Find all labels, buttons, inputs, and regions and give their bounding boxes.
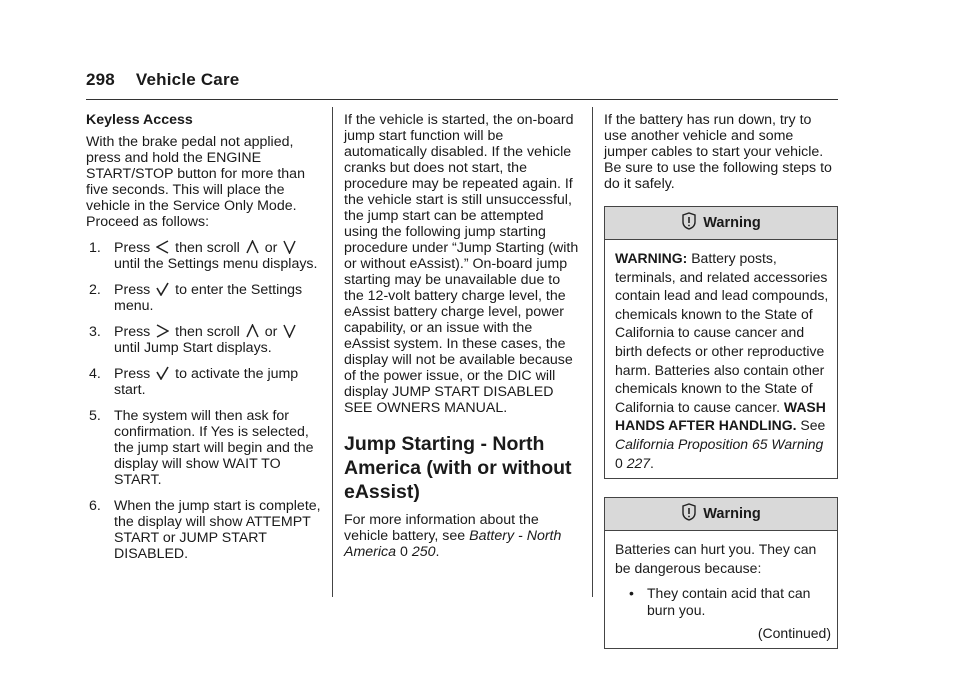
right-arrow-icon bbox=[156, 324, 169, 338]
step-text: Press bbox=[114, 240, 151, 256]
keyless-heading: Keyless Access bbox=[86, 112, 193, 128]
bullet-text: They contain acid that can burn you. bbox=[647, 585, 811, 619]
reference-link[interactable]: California Proposition 65 Warning bbox=[615, 435, 824, 452]
page-ref-arrow: 0 bbox=[615, 454, 623, 471]
section-title: Vehicle Care bbox=[135, 70, 240, 89]
down-arrow-icon bbox=[283, 324, 296, 338]
warning-label: WARNING: bbox=[615, 250, 688, 266]
column-divider bbox=[592, 107, 593, 597]
step-text: Press bbox=[114, 366, 151, 382]
step-number: 6. bbox=[89, 498, 101, 514]
check-icon bbox=[156, 282, 169, 296]
page-header bbox=[86, 70, 239, 90]
column-1 bbox=[86, 112, 324, 572]
step-item bbox=[86, 498, 324, 562]
warning-body bbox=[605, 240, 837, 478]
check-icon bbox=[156, 366, 169, 380]
step-number: 2. bbox=[89, 282, 101, 298]
step-text: or bbox=[264, 240, 278, 256]
step-number: 5. bbox=[89, 408, 101, 424]
warning-text: Batteries can hurt you. They can be dangerous because: bbox=[615, 541, 817, 576]
warning-header bbox=[605, 207, 837, 240]
up-arrow-icon bbox=[246, 240, 259, 254]
warning-text: Battery posts, terminals, and related accessories contain lead and lead compounds, chemicals known to the State of California to cause cancer and birth defects or other reproductive harm. Batteries also contain other chemicals known to the State of California to cause cancer. bbox=[615, 250, 829, 415]
warning-box bbox=[604, 497, 838, 649]
warning-title: Warning bbox=[703, 215, 761, 231]
step-list bbox=[86, 240, 324, 562]
see-text: See bbox=[800, 417, 826, 434]
warning-body bbox=[605, 531, 837, 648]
page-ref-arrow: 0 bbox=[400, 544, 408, 560]
step-text: The system will then ask for confirmation. If Yes is selected, the jump start will begin and the display will show WAIT TO START. bbox=[114, 408, 314, 488]
step-item bbox=[86, 366, 324, 398]
step-item bbox=[86, 282, 324, 314]
step-text: to enter the Settings menu. bbox=[114, 282, 303, 314]
step-text: then scroll bbox=[175, 324, 240, 340]
bullet-mark: • bbox=[629, 585, 634, 602]
header-rule bbox=[86, 99, 838, 100]
column-2 bbox=[344, 112, 580, 560]
warning-header bbox=[605, 498, 837, 531]
column-3 bbox=[604, 112, 838, 649]
reference-period: . bbox=[650, 454, 654, 471]
section-heading: Jump Starting - North America (with or without eAssist) bbox=[344, 433, 572, 503]
keyless-intro: With the brake pedal not applied, press and hold the ENGINE START/STOP button for more than five seconds. This will place the vehicle in the Service Only Mode. Proceed as follows: bbox=[86, 134, 305, 230]
step-number: 3. bbox=[89, 324, 101, 340]
page-number: 298 bbox=[86, 70, 115, 89]
battery-reference bbox=[344, 512, 580, 560]
continued-label: (Continued) bbox=[757, 625, 831, 642]
warning-emphasis: WASH HANDS AFTER HANDLING. bbox=[615, 398, 826, 434]
reference-link[interactable]: Battery - North America bbox=[344, 528, 562, 560]
reference-period: . bbox=[435, 544, 440, 560]
step-text: then scroll bbox=[175, 240, 240, 256]
step-number: 1. bbox=[89, 240, 101, 256]
jump-intro: If the battery has run down, try to use another vehicle and some jumper cables to start your vehicle. Be sure to use the following steps to do it safely. bbox=[604, 112, 832, 192]
warning-title: Warning bbox=[703, 506, 761, 523]
step-item bbox=[86, 408, 324, 488]
reference-text: For more information about the vehicle battery, see bbox=[344, 512, 539, 544]
up-arrow-icon bbox=[246, 324, 259, 338]
column-divider bbox=[332, 107, 333, 597]
warning-box bbox=[604, 206, 838, 479]
warning-icon bbox=[681, 212, 697, 234]
step-text: to activate the jump start. bbox=[114, 366, 299, 398]
warning-bullet bbox=[615, 585, 831, 619]
reference-page[interactable]: 227 bbox=[626, 454, 651, 471]
step-item bbox=[86, 324, 324, 356]
step-text: until Jump Start displays. bbox=[114, 340, 272, 356]
step-text: Press bbox=[114, 282, 151, 298]
step-text: Press bbox=[114, 324, 151, 340]
step-text: or bbox=[264, 324, 278, 340]
down-arrow-icon bbox=[283, 240, 296, 254]
jump-start-paragraph: If the vehicle is started, the on-board jump start function will be automatically disabled. If the vehicle cranks but does not start, the procedure may be repeated again. If the vehicle start is still unsuccessful, the jump start can be attempted using the following jump starting procedure under “Jump Starting (with or without eAssist).” On-board jump starting may be unavailable due to the 12-volt battery charge level, the eAssist battery charge level, power capability, or an issue with the eAssist system. In these cases, the display will not be available because of the power issue, or the DIC will display JUMP START DISABLED SEE OWNERS MANUAL. bbox=[344, 112, 579, 416]
left-arrow-icon bbox=[156, 240, 169, 254]
step-text: until the Settings menu displays. bbox=[114, 256, 318, 272]
step-item bbox=[86, 240, 324, 272]
step-number: 4. bbox=[89, 366, 101, 382]
step-text: When the jump start is complete, the display will show ATTEMPT START or JUMP START DISABLED. bbox=[114, 498, 321, 562]
reference-page[interactable]: 250 bbox=[411, 544, 436, 560]
warning-icon bbox=[681, 503, 697, 525]
